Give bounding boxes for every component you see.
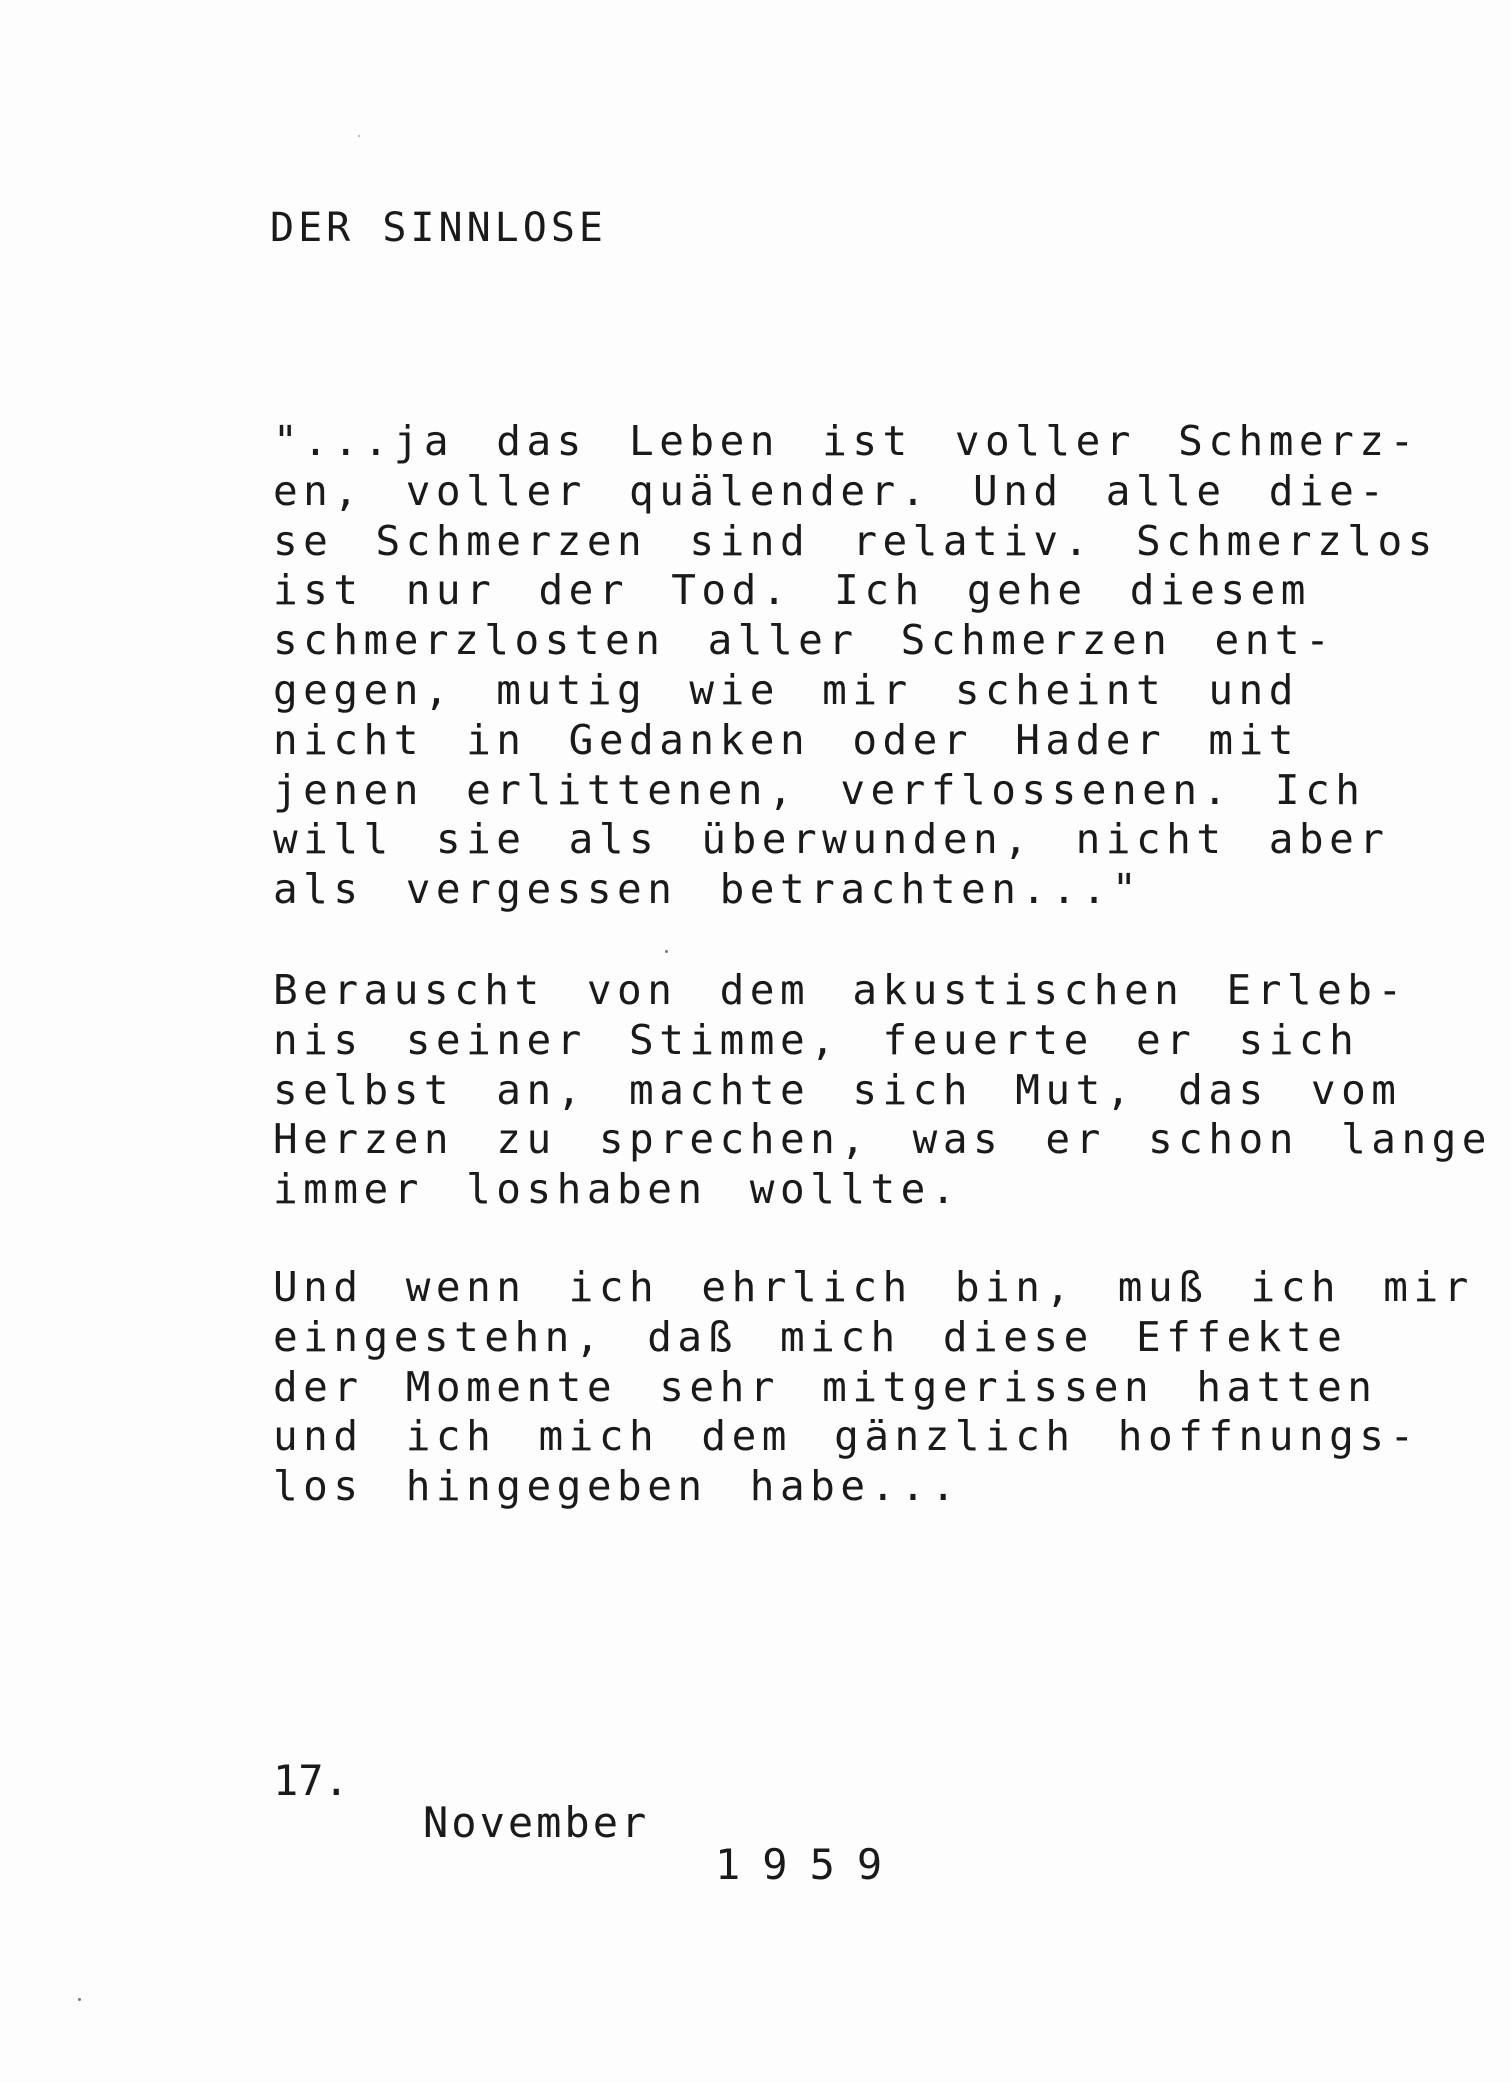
text-line: los hingegeben habe... — [273, 1462, 962, 1511]
text-line: Herzen zu sprechen, was er schon lange — [273, 1115, 1492, 1164]
text-line: "...ja das Leben ist voller Schmerz- — [273, 417, 1420, 465]
date-year: 1959 — [715, 1840, 905, 1889]
paragraph-narration — [273, 966, 1492, 1215]
text-line: will sie als überwunden, nicht aber — [273, 815, 1390, 864]
text-line: Und wenn ich ehrlich bin, muß ich mir — [273, 1263, 1474, 1311]
text-line: ist nur der Tod. Ich gehe diesem — [273, 566, 1311, 615]
text-line: immer loshaben wollte. — [273, 1165, 962, 1214]
text-line: selbst an, machte sich Mut, das vom — [273, 1065, 1402, 1114]
document-title: DER SINNLOSE — [270, 205, 607, 251]
date-day: 17. — [273, 1756, 349, 1805]
paper-speck — [358, 135, 360, 137]
paper-speck — [665, 950, 668, 953]
text-line: jenen erlittenen, verflossenen. Ich — [273, 765, 1366, 814]
paragraph-quote — [273, 417, 1438, 915]
document-date — [273, 1718, 905, 1928]
date-month: November — [423, 1798, 650, 1847]
text-line: nis seiner Stimme, feuerte er sich — [273, 1015, 1360, 1064]
text-line: se Schmerzen sind relativ. Schmerzlos — [273, 516, 1438, 565]
text-line: als vergessen betrachten..." — [273, 865, 1143, 914]
text-line: Berauscht von dem akustischen Erleb- — [273, 966, 1408, 1014]
text-line: eingestehn, daß mich diese Effekte — [273, 1312, 1348, 1361]
text-line: der Momente sehr mitgerissen hatten — [273, 1362, 1378, 1411]
text-line: en, voller quälender. Und alle die- — [273, 466, 1390, 515]
paragraph-confession — [273, 1263, 1474, 1512]
paper-speck — [78, 1998, 81, 2001]
text-line: und ich mich dem gänzlich hoffnungs- — [273, 1412, 1420, 1461]
text-line: gegen, mutig wie mir scheint und — [273, 665, 1299, 714]
text-line: schmerzlosten aller Schmerzen ent- — [273, 616, 1336, 665]
text-line: nicht in Gedanken oder Hader mit — [273, 715, 1299, 764]
